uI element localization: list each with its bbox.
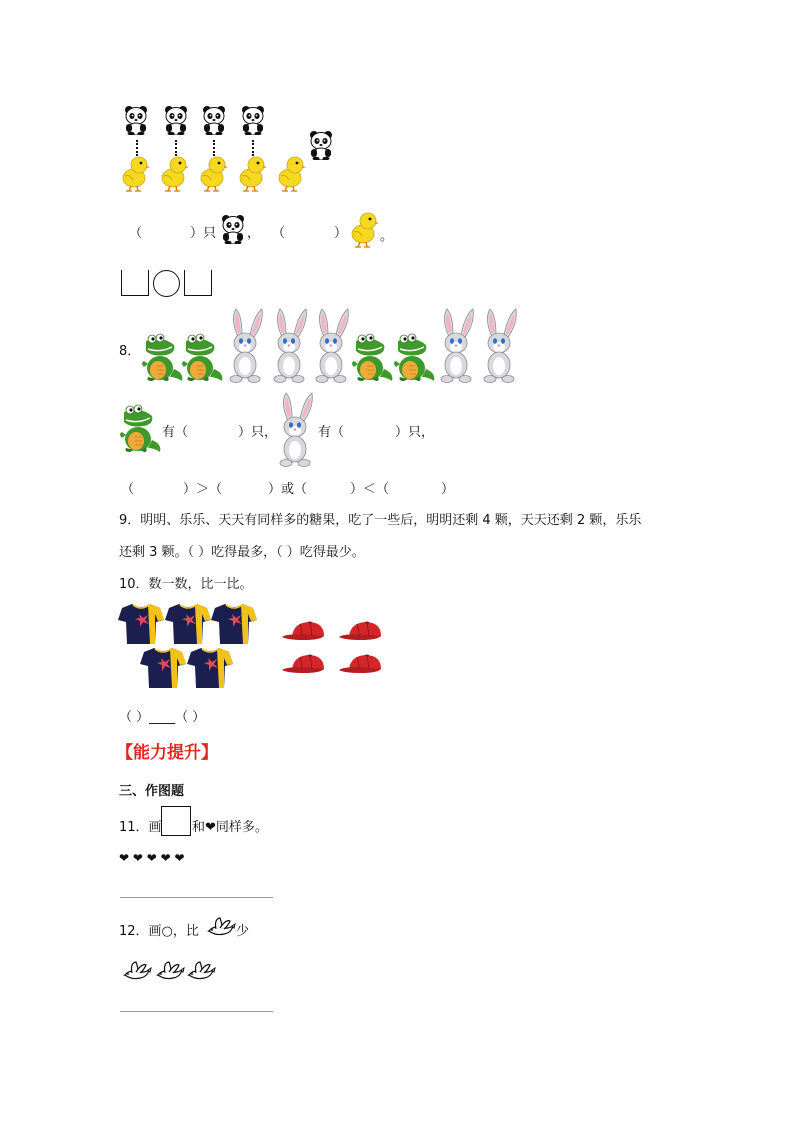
q11-suffix: 和❤同样多。 bbox=[192, 820, 268, 835]
square-shape bbox=[161, 806, 191, 836]
panda-icon bbox=[201, 105, 227, 135]
paren-open: （ bbox=[272, 226, 286, 241]
panda-icon bbox=[220, 214, 246, 244]
shirt-icon bbox=[165, 602, 211, 646]
shirt-icon bbox=[211, 602, 257, 646]
shirt-icon bbox=[140, 646, 186, 690]
dove-icon bbox=[206, 917, 236, 939]
panda-icon bbox=[240, 105, 266, 135]
answer-line[interactable] bbox=[120, 1011, 273, 1012]
count-label: ）只， bbox=[238, 425, 278, 440]
crocodile-icon bbox=[350, 333, 394, 383]
paren-close: ） bbox=[334, 226, 348, 241]
section-part3-heading: 三、作图题 bbox=[119, 784, 185, 799]
rabbit-icon bbox=[480, 307, 518, 383]
count-label: 有（ bbox=[162, 425, 189, 440]
period: 。 bbox=[380, 229, 394, 244]
panda-icon bbox=[308, 130, 334, 160]
chick-icon bbox=[238, 154, 268, 192]
chick-icon bbox=[199, 154, 229, 192]
q10-answer: （ ）____（ ） bbox=[119, 710, 206, 725]
rabbit-icon bbox=[312, 307, 350, 383]
cap-icon bbox=[337, 653, 383, 675]
heart-row: ❤ ❤ ❤ ❤ ❤ bbox=[119, 851, 185, 865]
comma: ， bbox=[247, 226, 261, 241]
q11-prefix: 11．画 bbox=[119, 820, 162, 835]
rabbit-icon bbox=[226, 307, 264, 383]
chick-icon bbox=[160, 154, 190, 192]
q10-title: 10．数一数，比一比。 bbox=[119, 577, 253, 592]
panda-icon bbox=[163, 105, 189, 135]
q9-line2: 还剩 3 颗。（ ）吃得最多，（ ）吃得最少。 bbox=[119, 545, 365, 560]
answer-box[interactable] bbox=[121, 270, 149, 296]
count-label: 有（ bbox=[318, 425, 345, 440]
rabbit-icon bbox=[437, 307, 475, 383]
section-ability-heading: 【能力提升】 bbox=[116, 743, 218, 763]
shirt-icon bbox=[187, 646, 233, 690]
chick-icon bbox=[350, 210, 380, 248]
compare-part: ） bbox=[441, 482, 455, 497]
compare-part: ）＜（ bbox=[350, 482, 390, 497]
rabbit-icon bbox=[276, 391, 314, 467]
panda-icon bbox=[123, 105, 149, 135]
answer-line[interactable] bbox=[120, 897, 273, 898]
chick-icon bbox=[277, 154, 307, 192]
dove-icon bbox=[186, 961, 216, 983]
chick-icon bbox=[121, 154, 151, 192]
q12-prefix: 12．画○，比 bbox=[119, 924, 199, 939]
count-label: ）只， bbox=[395, 425, 435, 440]
crocodile-icon bbox=[392, 333, 436, 383]
cap-icon bbox=[337, 620, 383, 642]
q12-suffix: 少 bbox=[236, 924, 250, 939]
q9-line1: 9．明明、乐乐、天天有同样多的糖果，吃了一些后，明明还剩 4 颗，天天还剩 2 颗，乐乐 bbox=[119, 513, 642, 528]
crocodile-icon bbox=[140, 333, 184, 383]
compare-part: （ bbox=[121, 482, 135, 497]
dove-icon bbox=[122, 961, 152, 983]
cap-icon bbox=[280, 653, 326, 675]
shirt-icon bbox=[118, 602, 164, 646]
compare-part: ）＞（ bbox=[183, 482, 223, 497]
paren-open: （ bbox=[129, 226, 143, 241]
crocodile-icon bbox=[180, 333, 224, 383]
rabbit-icon bbox=[270, 307, 308, 383]
question-number: 8． bbox=[119, 344, 141, 359]
answer-circle[interactable] bbox=[153, 270, 180, 297]
answer-box[interactable] bbox=[184, 270, 212, 296]
cap-icon bbox=[280, 620, 326, 642]
compare-part: ）或（ bbox=[268, 482, 308, 497]
dove-icon bbox=[155, 961, 185, 983]
unit-label: ）只 bbox=[190, 226, 217, 241]
crocodile-icon bbox=[118, 404, 162, 454]
